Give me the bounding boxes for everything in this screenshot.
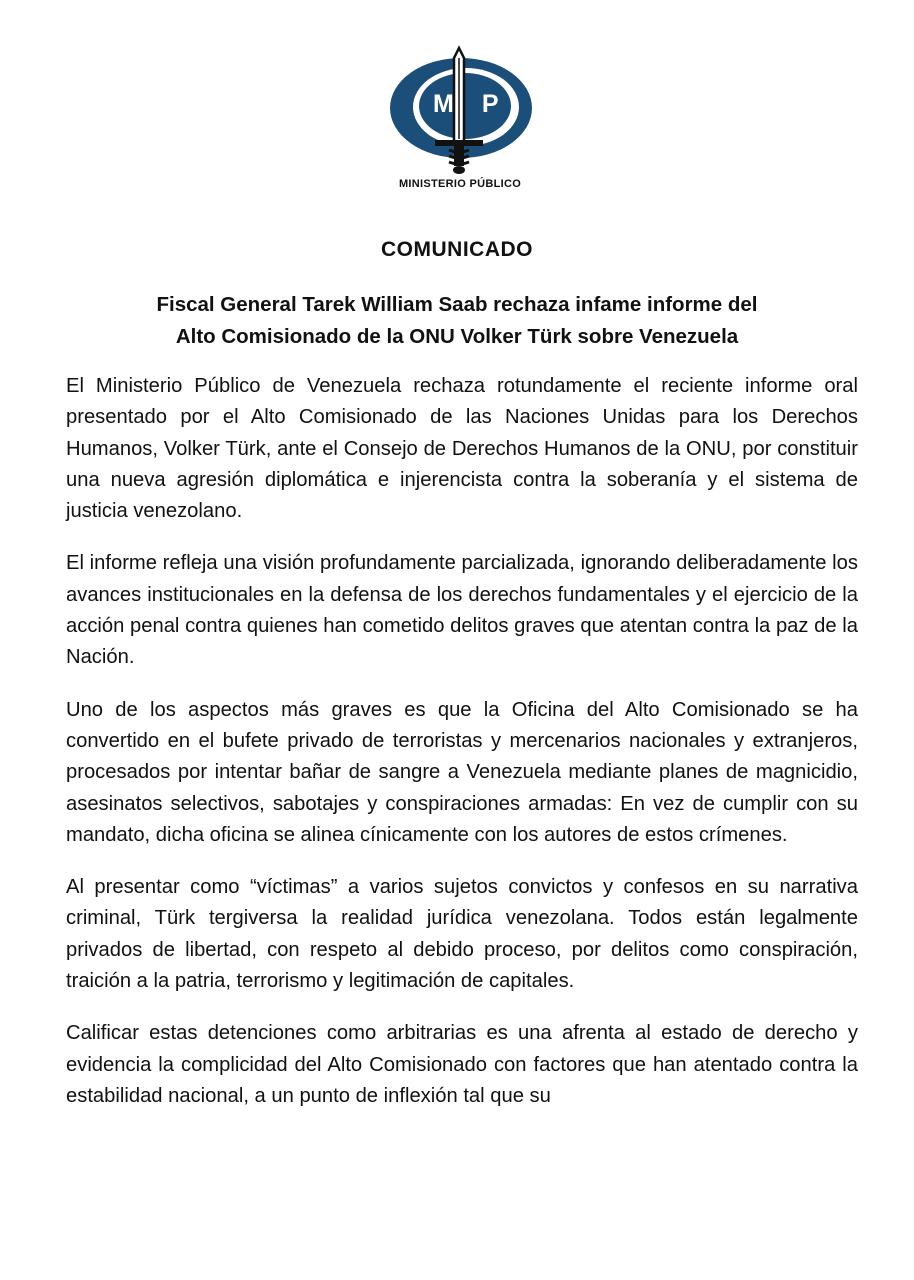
ministerio-publico-logo — [385, 44, 535, 194]
headline-line-1: Fiscal General Tarek William Saab rechaza infame informe del — [156, 293, 758, 316]
headline-line-2: Alto Comisionado de la ONU Volker Türk sobre Venezuela — [175, 325, 739, 348]
page-title: COMUNICADO — [381, 238, 533, 261]
paragraph-5: Calificar estas detenciones como arbitrarias es una afrenta al estado de derecho y evidencia la complicidad del Alto Comisionado con factores que han atentado contra la estabilidad nacional, a un punto de inflexión tal que su — [66, 1022, 858, 1107]
paragraph-3: Uno de los aspectos más graves es que la Oficina del Alto Comisionado se ha convertido en el bufete privado de terroristas y mercenarios nacionales y extranjeros, procesados por intentar bañar de sangre a Venezuela mediante planes de magnicidio, asesinatos selectivos, sabotajes y conspiraciones armadas: En vez de cumplir con su mandato, dicha oficina se alinea cínicamente con los autores de estos crímenes. — [66, 698, 858, 846]
logo-caption: MINISTERIO PÚBLICO — [398, 178, 522, 190]
paragraph-2: El informe refleja una visión profundamente parcializada, ignorando deliberadamente los avances institucionales en la defensa de los derechos fundamentales y el ejercicio de la acción penal contra quienes han cometido delitos graves que atentan contra la paz de la Nación. — [66, 552, 858, 669]
body-text — [66, 371, 858, 1133]
headline — [80, 289, 834, 353]
paragraph-4: Al presentar como “víctimas” a varios sujetos convictos y confesos en su narrativa criminal, Türk tergiversa la realidad jurídica venezolana. Todos están legalmente privados de libertad, con respeto al debido proceso, por delitos como conspiración, traición a la patria, terrorismo y legitimación de capitales. — [66, 876, 858, 993]
paragraph-1: El Ministerio Público de Venezuela rechaza rotundamente el reciente informe oral presentado por el Alto Comisionado de las Naciones Unidas para los Derechos Humanos, Volker Türk, ante el Consejo de Derechos Humanos de la ONU, por constituir una nueva agresión diplomática e injerencista contra la soberanía y el sistema de justicia venezolano. — [66, 375, 858, 523]
logo-initials: MP — [433, 90, 527, 118]
